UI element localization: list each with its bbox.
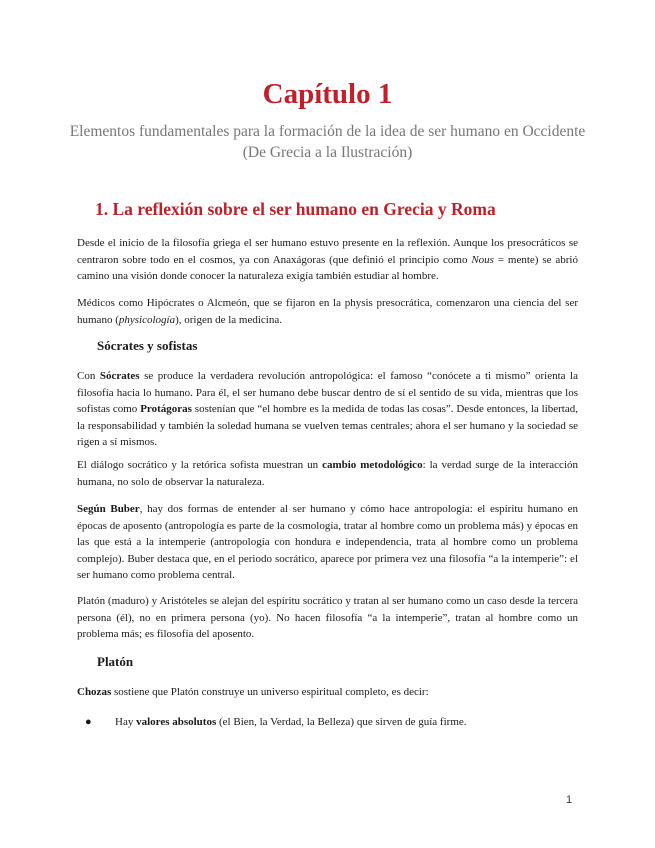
page-number: 1: [566, 794, 573, 806]
paragraph-text: Médicos como Hipócrates o Alcmeón, que se fijaron en la physis presocrática, comenzaron una ciencia del ser humano (: [77, 297, 578, 326]
bold-term-chozas: Chozas: [77, 686, 112, 698]
italic-term-nous: Nous: [471, 253, 494, 266]
paragraph-text: Desde el inicio de la filosofía griega el ser humano estuvo presente en la reflexión. Aunque los presocráticos se centraron sobre todo en el cosmos, ya con Anaxágoras (que definió el principio como: [77, 237, 578, 266]
bullet-item: [85, 714, 575, 730]
bold-term-socrates: Sócrates: [99, 370, 140, 382]
paragraph-text: : la verdad surge de la interacción humana, no solo de observar la naturaleza.: [77, 459, 578, 488]
paragraph-socrates: [77, 368, 578, 451]
paragraph-text: El diálogo socrático y la retórica sofista muestran un: [77, 459, 323, 471]
paragraph-method: [77, 457, 578, 490]
paragraph-text: sostenían que “el hombre es la medida de todas las cosas”. Desde entonces, la libertad, la responsabilidad y también la soledad humana se vuelven temas centrales; ahora el ser humano y la sociedad se rigen a sí mismos.: [77, 403, 578, 448]
subheading-socrates: Sócrates y sofistas: [97, 338, 198, 353]
bullet-text: (el Bien, la Verdad, la Belleza) que sirven de guía firme.: [216, 716, 467, 728]
paragraph-presocratics: [77, 235, 578, 285]
paragraph-text: , hay dos formas de entender al ser humano y cómo hace antropología: el espíritu humano en épocas de aposento (antropología es parte de la cosmología, tratar al hombre como un problema más) y épocas en las que está a la intemperie (antropología con hondura e independencia, trata al hombre como un problema complejo). Buber destaca que, en el periodo socrático, aparece por primera vez una filosofía “a la intemperie”: el ser humano como problema central.: [77, 503, 579, 581]
bold-term-buber: Según Buber: [77, 503, 140, 515]
paragraph-chozas: [77, 684, 578, 701]
section-heading: 1. La reflexión sobre el ser humano en Grecia y Roma: [95, 199, 496, 219]
bold-term-values: valores absolutos: [136, 716, 217, 728]
bullet-dot-icon: ●: [85, 716, 92, 728]
bullet-text: Hay: [115, 716, 137, 728]
bold-term-method: cambio metodológico: [322, 459, 423, 471]
paragraph-text: sostiene que Platón construye un universo espiritual completo, es decir:: [111, 686, 429, 698]
chapter-subtitle: Elementos fundamentales para la formación de la idea de ser humano en Occidente (De Grecia a la Ilustración): [69, 123, 586, 161]
paragraph-text: Con: [77, 370, 100, 382]
italic-term-physicologia: physicología: [118, 313, 176, 326]
subheading-platon: Platón: [97, 654, 134, 669]
paragraph-text: = mente) se abrió camino una visión donde conocer la naturaleza exigía también estudiar al hombre.: [77, 253, 578, 282]
chapter-title: Capítulo 1: [262, 78, 393, 110]
paragraph-buber: [77, 501, 578, 584]
paragraph-text: se produce la verdadera revolución antropológica: el famoso “conócete a ti mismo” orienta la filosofía hacia lo humano. Para él, el ser humano debe buscar dentro de sí el sentido de su vida, mientras que los sofistas como: [77, 370, 578, 415]
paragraph-text: Platón (maduro) y Aristóteles se alejan del espíritu socrático y tratan al ser humano como un caso desde la tercera persona (él), no en primera persona (yo). No hacen filosofía “a la intemperie”, tratan al hombre como un problema más; es filosofía del aposento.: [77, 595, 578, 640]
paragraph-text: ), origen de la medicina.: [175, 313, 282, 326]
paragraph-medicine: [77, 295, 578, 328]
bold-term-protagoras: Protágoras: [140, 403, 192, 415]
paragraph-plato-aristotle: [77, 593, 578, 643]
